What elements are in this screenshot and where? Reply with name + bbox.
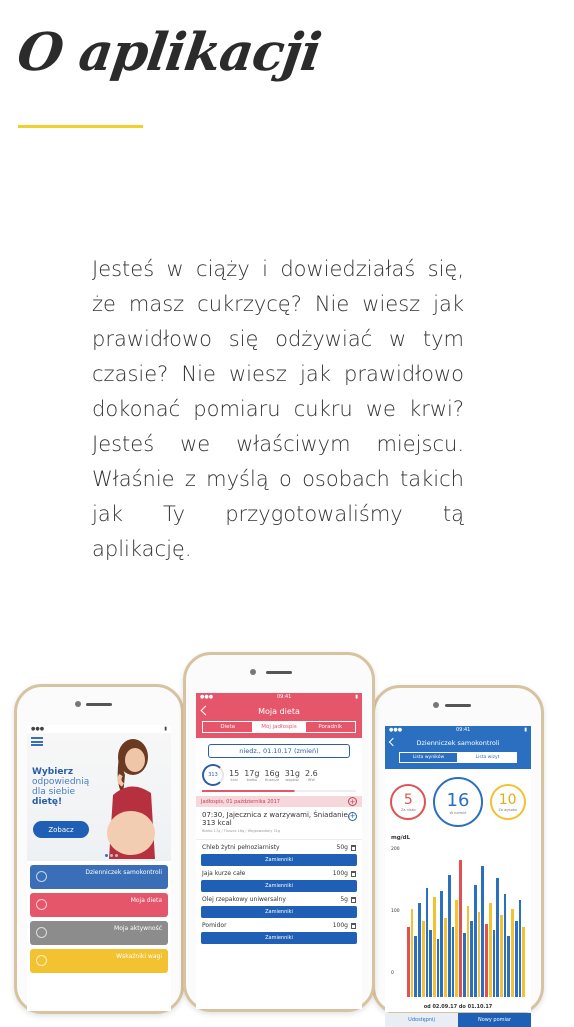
diary-title: Dzienniczek samokontroli [416,739,500,747]
nutrition-stat [264,769,279,782]
item-amount: 50g [336,844,348,851]
chart-bar [426,888,429,997]
chart-bar [470,921,473,997]
nutrition-stat [244,769,259,782]
nutrition-stat [229,769,239,782]
meal-title: 07:30, Jajecznica z warzywami, Śniadanie, 313 kcal [202,811,351,827]
bottom-tabs [385,1013,531,1027]
nutrition-stat [305,769,318,782]
stat-value: 2.6 [304,768,318,778]
home-screen [27,725,171,1011]
phone-diet-mockup [183,652,375,1012]
result-circle [390,784,426,820]
chart-bar [429,930,432,997]
diary-header [385,726,531,769]
stat-value: 17g [244,768,260,778]
status-time: 09:41 [276,694,292,700]
chart-bar [485,924,488,997]
tick-0: 0 [391,971,394,976]
item-name: Chleb żytni pełnoziarnisty [202,844,280,851]
status-bar: ●●● ▮ [31,726,167,732]
stat-label: WW [307,777,315,782]
stat-label: węglow. [285,777,300,782]
speaker-grille [86,703,112,706]
phone-home-mockup [14,684,184,1014]
stat-value: 31g [284,768,300,778]
camera-icon [433,702,439,708]
share-button[interactable]: Udostępnij [385,1013,458,1027]
nutrition-stats [196,762,362,790]
stat-label: białko [246,777,258,782]
chart-bar [452,927,455,997]
diet-title-bar [196,701,362,721]
item-amount: 5g [340,896,348,903]
new-measurement-button[interactable]: Nowy pomiar [458,1013,531,1027]
chart-bar [481,866,484,997]
meal-items [196,840,362,944]
chart-bar [444,918,447,997]
scale-icon [36,955,47,966]
chart-bar [522,927,525,997]
activity-icon [36,927,47,938]
tick-200: 200 [391,847,400,852]
nutrition-progress-bar [202,790,356,792]
chart-bar [507,936,510,997]
result-count: 5 [403,792,413,808]
item-amount: 100g [332,922,348,929]
see-diet-button[interactable]: Zobacz [33,821,89,838]
hero-line-3: dietę! [32,797,63,807]
chart-bar [504,894,507,997]
tick-100: 100 [391,909,400,914]
diary-title-bar [385,734,531,752]
chart-bar [407,927,410,997]
result-circle [433,777,483,827]
hero-text [32,767,90,807]
stat-value: 15 [229,768,240,778]
meal-item-row [196,866,362,880]
stat-value: 16g [264,768,280,778]
item-name: Pomidor [202,922,227,929]
meal-item-row [196,918,362,932]
hamburger-menu-icon[interactable] [31,737,43,746]
trash-icon[interactable] [351,897,356,903]
chart-bar [440,891,443,997]
diet-tab[interactable]: Poradnik [305,721,356,733]
chart-bar [414,936,417,997]
speaker-grille [266,671,292,674]
date-range: od 02.09.17 do 01.10.17 [423,1004,493,1010]
chart-bars [407,845,525,997]
book-icon [36,871,47,882]
trash-icon[interactable] [351,871,356,877]
meal-macros: Białko 17g / Tłuszcz 16g / Węglowodany 31g [202,829,281,833]
hero-banner [27,733,171,861]
diet-tab[interactable]: Dieta [202,721,253,733]
back-arrow-icon[interactable] [389,738,397,746]
chart-bar [463,933,466,997]
home-tile-label: Wskaźniki wagi [116,953,162,960]
add-icon[interactable]: + [349,797,356,806]
page-title: O aplikacji [13,22,325,83]
nutrition-stat [285,769,300,782]
apple-icon [36,899,47,910]
diet-header [196,693,362,738]
trash-icon[interactable] [351,845,356,851]
trash-icon[interactable] [351,923,356,929]
diary-tabs [399,752,517,769]
camera-icon [75,701,81,707]
home-tile-label: Dzienniczek samokontroli [85,869,162,876]
chart-bar [437,939,440,997]
chart-bar [489,903,492,997]
expand-icon[interactable]: + [349,812,356,820]
chart-bar [418,903,421,997]
camera-icon [250,669,256,675]
result-summary [385,769,531,831]
chart-bar [455,900,458,997]
chart-unit: mg/dL [391,835,411,841]
stat-label: kcal [230,777,238,782]
chart-bar [478,912,481,997]
pregnant-woman-photo [95,735,167,859]
chart-bar [511,909,514,997]
date-selector[interactable]: niedz., 01.10.17 (zmień) [208,744,350,758]
status-bar: ●●● 09:41 ▮ [389,727,527,733]
home-tile[interactable] [30,865,168,889]
meal-item-row [196,840,362,854]
result-label: W normie [449,810,467,815]
glucose-chart [389,835,527,1013]
chart-bar [493,930,496,997]
replacements-button[interactable]: Zamienniki [201,854,357,866]
chart-bar [448,875,451,997]
stat-label: tłuszcze [265,777,280,782]
home-tile[interactable] [30,893,168,917]
hero-line-1: Wybierz [32,767,74,777]
home-tile-label: Moja dieta [130,897,162,904]
chart-bar [422,921,425,997]
day-header [196,796,362,807]
chart-bar [411,909,414,997]
item-name: Olej rzepakowy uniwersalny [202,896,286,903]
chart-bar [519,900,522,997]
home-tile-label: Moja aktywność [114,925,162,932]
status-time: 09:41 [455,727,471,733]
chart-bar [474,885,477,997]
calorie-ring: 313 [202,764,224,786]
intro-paragraph: Jesteś w ciąży i dowiedziałaś się, że masz cukrzycę? Nie wiesz jak prawidłowo się odżywiać w tym czasie? Nie wiesz jak prawidłowo dokonać pomiaru cukru we krwi? Jesteś we właściwym miejscu. Właśnie z myślą o osobach takich jak Ty przygotowaliśmy tą aplikację. [92,257,464,561]
chart-bar [500,915,503,997]
diary-tab[interactable]: Lista wyników [399,752,458,763]
diary-screen [385,726,531,1023]
replacements-button[interactable]: Zamienniki [201,880,357,892]
status-bar: ●●● 09:41 ▮ [200,694,358,700]
speaker-grille [445,704,471,707]
home-tile[interactable] [30,949,168,973]
home-tiles [27,865,171,973]
meal-item-row [196,892,362,906]
result-label: Za wysoko [498,808,517,812]
phone-diary-mockup [372,685,544,1023]
meal-entry[interactable] [196,807,362,840]
carousel-dots[interactable] [105,854,118,857]
title-underline [18,125,143,128]
back-arrow-icon[interactable] [201,706,211,716]
replacements-button[interactable]: Zamienniki [201,906,357,918]
item-name: Jaja kurze całe [202,870,246,877]
diary-tab[interactable]: Lista wizyt [458,752,517,763]
result-count: 16 [446,789,470,811]
diet-title: Moja dieta [258,706,300,716]
replacements-button[interactable]: Zamienniki [201,932,357,944]
result-label: Za nisko [400,808,416,812]
chart-bar [433,897,436,997]
chart-bar [459,860,462,997]
chart-bar [515,921,518,997]
diet-screen [196,693,362,1009]
item-amount: 100g [332,870,348,877]
chart-bar [496,878,499,997]
chart-bar [467,906,470,997]
day-header-text: Jadłospis, 01 października 2017 [201,798,280,805]
hero-line-2: odpowiednią dla siebie [32,777,90,797]
home-tile[interactable] [30,921,168,945]
result-circle [490,784,526,820]
result-count: 10 [498,792,517,808]
diet-tabs [202,721,356,738]
diet-tab[interactable]: Mój jadłospis [253,721,304,733]
